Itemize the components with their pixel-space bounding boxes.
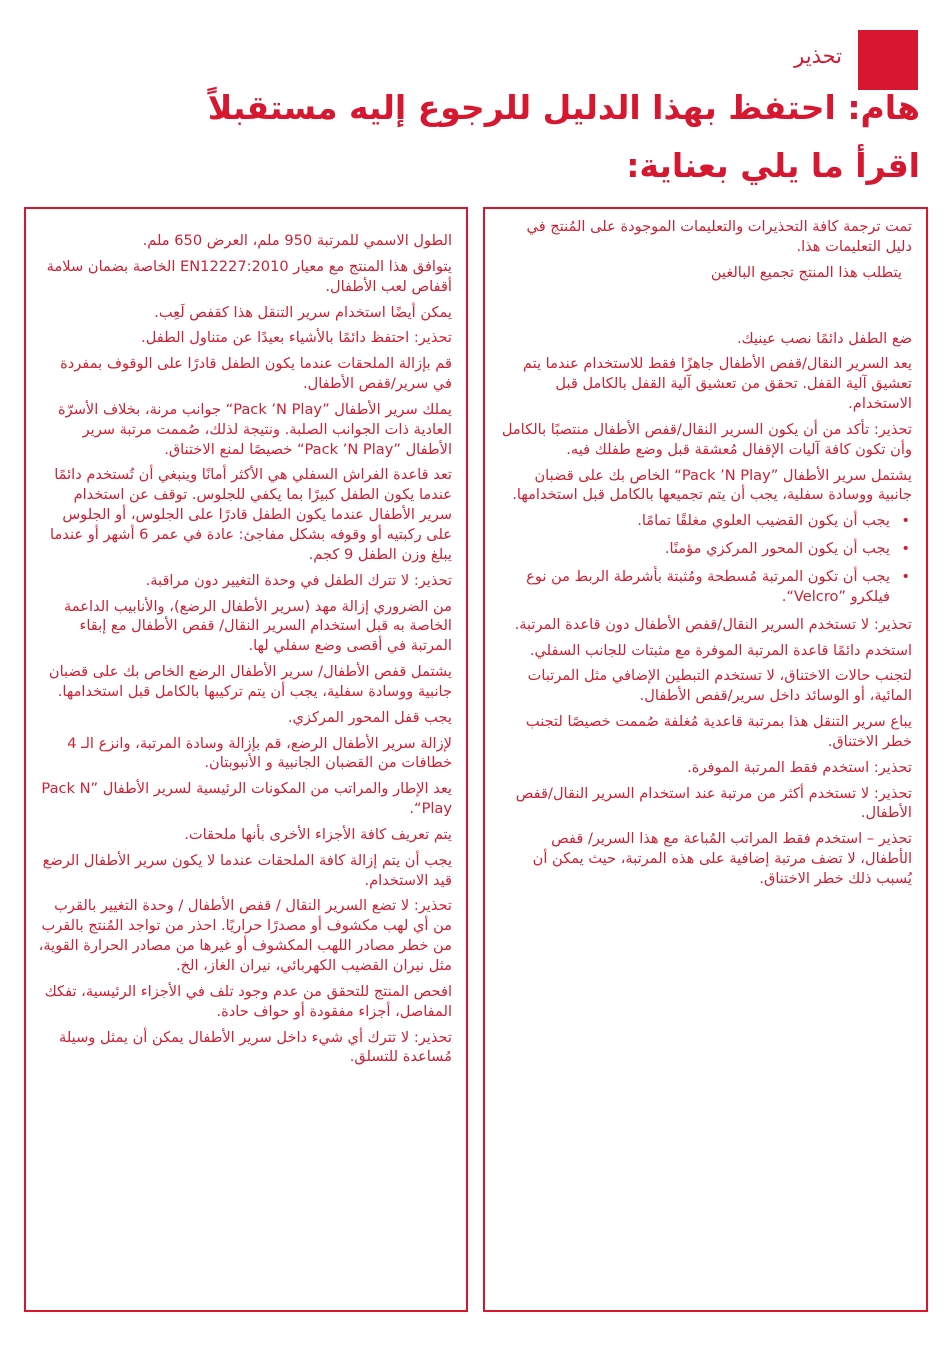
paragraph: يباع سرير التنقل هذا بمرتبة قاعدية مُغلفة صُممت خصيصًا لتجنب خطر الاختناق.	[525, 713, 912, 750]
paragraph: يشتمل قفص الأطفال/ سرير الأطفال الرضع الخاص بك على قضبان جانبية ووسادة سفلية، يجب أن يتم تركيبها بالكامل قبل استخدامها.	[48, 663, 452, 700]
red-warning-square	[858, 30, 918, 90]
paragraph: يتوافق هذا المنتج مع معيار EN12227:2010 الخاصة بضمان سلامة أقفاص لعب الأطفال.	[46, 257, 452, 295]
mattress-warning: تحذير – استخدم فقط المراتب المُباعة مع هذا السرير/ قفص الأطفال، لا تضف مرتبة إضافية على هذه المرتبة، حيث يمكن أن يُسبب ذلك خطر الاختناق.	[532, 830, 912, 887]
page-title: هام: احتفظ بهذا الدليل للرجوع إليه مستقبلاً	[207, 88, 920, 127]
paragraph: يعد السرير النقال/قفص الأطفال جاهزًا فقط للاستخدام عندما يتم تعشيق آلية القفل. تحقق من تعشيق آلية القفل بالكامل قبل الاستخدام.	[522, 355, 912, 413]
paragraph: تحذير: لا تستخدم السرير النقال/قفص الأطفال دون قاعدة المرتبة.	[514, 615, 912, 633]
assembly-checklist	[497, 511, 912, 606]
paragraph: تحذير: لا تضع السرير النقال / قفص الأطفال / وحدة التغيير بالقرب من أي لهب مكشوف أو مصدرًا حراريًا. احذر من تواجد المُنتج بالقرب من خطر مصادر اللهب المكشوف أو غيرها من مصادر الحرارة القوية، مثل نيران القضيب الكهربائي، نيران الغاز، الخ.	[38, 897, 452, 974]
paragraph: افحص المنتج للتحقق من عدم وجود تلف في الأجزاء الرئيسية، تفكك المفاصل، أجزاء مفقودة أو حواف حادة.	[44, 982, 452, 1020]
paragraph: يجب قفل المحور المركزي.	[287, 708, 452, 726]
right-column-panel	[483, 207, 928, 1312]
page-subtitle: اقرأ ما يلي بعناية:	[626, 146, 920, 185]
paragraph: تحذير: لا تترك أي شيء داخل سرير الأطفال يمكن أن يمثل وسيلة مُساعدة للتسلق.	[59, 1028, 452, 1066]
list-item: • يجب أن يكون المحور المركزي مؤمنًا.	[497, 539, 890, 559]
paragraph: لإزالة سرير الأطفال الرضع، قم بإزالة وسادة المرتبة، وانزع الـ 4 خطافات من القضبان الجانبية و الأنبوبتان.	[67, 734, 452, 772]
paragraph: يملك سرير الأطفال ”Pack ’N Play“ جوانب مرنة، بخلاف الأسرّة العادية ذات الجوانب الصلبة. ونتيجة لذلك، صُممت مرتبة سرير الأطفال ”Pack ’N Play“ خصيصًا لمنع الاختناق.	[58, 400, 452, 458]
paragraph: من الضروري إزالة مهد (سرير الأطفال الرضع)، والأنابيب الداعمة الخاصة به قبل استخدام السرير النقال/ قفص الأطفال مع إبقاء المرتبة في أقصى وضع سفلي لها.	[64, 597, 452, 655]
paragraph: تحذير: لا تترك الطفل في وحدة التغيير دون مراقبة.	[145, 571, 452, 589]
paragraph: يشتمل سرير الأطفال ”Pack ’N Play“ الخاص بك على قضبان جانبية ووسادة سفلية، يجب أن يتم تجميعها بالكامل قبل استخدامها.	[512, 466, 912, 504]
paragraph: الطول الاسمي للمرتبة 950 ملم، العرض 650 ملم.	[142, 232, 452, 249]
paragraph: قم بإزالة الملحقات عندما يكون الطفل قادرًا على الوقوف بمفردة في سرير/قفص الأطفال.	[60, 355, 452, 393]
paragraph: يعد الإطار والمراتب من المكونات الرئيسية لسرير الأطفال ”Pack N Play“.	[41, 780, 452, 818]
list-item: • يجب أن تكون المرتبة مُسطحة ومُثبتة بأشرطة الربط من نوع فيلكرو ”Velcro“.	[497, 567, 890, 607]
paragraph: ضع الطفل دائمًا نصب عينيك.	[736, 329, 912, 347]
paragraph: تحذير: استخدم فقط المرتبة الموفرة.	[687, 758, 912, 776]
warning-label: تحذير	[794, 44, 842, 68]
paragraph: لتجنب حالات الاختناق، لا تستخدم التبطين الإضافي مثل المرتبات المائية، أو الوسائد داخل سرير/قفص الأطفال.	[527, 667, 912, 705]
paragraph: استخدم دائمًا قاعدة المرتبة الموفرة مع مثبتات للجانب السفلي.	[529, 641, 912, 659]
intro-translation-note: تمت ترجمة كافة التحذيرات والتعليمات الموجودة على المُنتج في دليل التعليمات هذا.	[526, 218, 912, 255]
left-column-panel	[24, 207, 468, 1312]
intro-adult-assembly: يتطلب هذا المنتج تجميع البالغين	[710, 263, 902, 281]
paragraph: تحذير: تأكد من أن يكون السرير النقال/قفص الأطفال منتصبًا بالكامل وأن تكون كافة آليات الإقفال مُعشقة قبل وضع طفلك فيه.	[501, 420, 912, 458]
paragraph: تعد قاعدة الفراش السفلي هي الأكثر أمانًا وينبغي أن تُستخدم دائمًا عندما يكون الطفل كبيرًا بما يكفي للجلوس. توقف عن استخدام سرير الأطفال عندما يكون الطفل قادرًا على الجلوس، أو الجلوس على ركبتيه أو وقوفه بشكل مفاجئ: عادة في عمر 6 أشهر أو عندما يبلغ وزن الطفل 9 كجم.	[50, 466, 452, 563]
paragraph: تحذير: احتفظ دائمًا بالأشياء بعيدًا عن متناول الطفل.	[141, 329, 452, 347]
paragraph: يتم تعريف كافة الأجزاء الأخرى بأنها ملحقات.	[184, 825, 452, 843]
paragraph: تحذير: لا تستخدم أكثر من مرتبة عند استخدام السرير النقال/قفص الأطفال.	[515, 784, 912, 822]
paragraph: يجب أن يتم إزالة كافة الملحقات عندما لا يكون سرير الأطفال الرضع قيد الاستخدام.	[42, 851, 452, 889]
list-item: • يجب أن يكون القضيب العلوي مغلقًا تمامًا.	[497, 511, 890, 531]
paragraph: يمكن أيضًا استخدام سرير التنقل هذا كقفص لَعِب.	[154, 303, 452, 321]
